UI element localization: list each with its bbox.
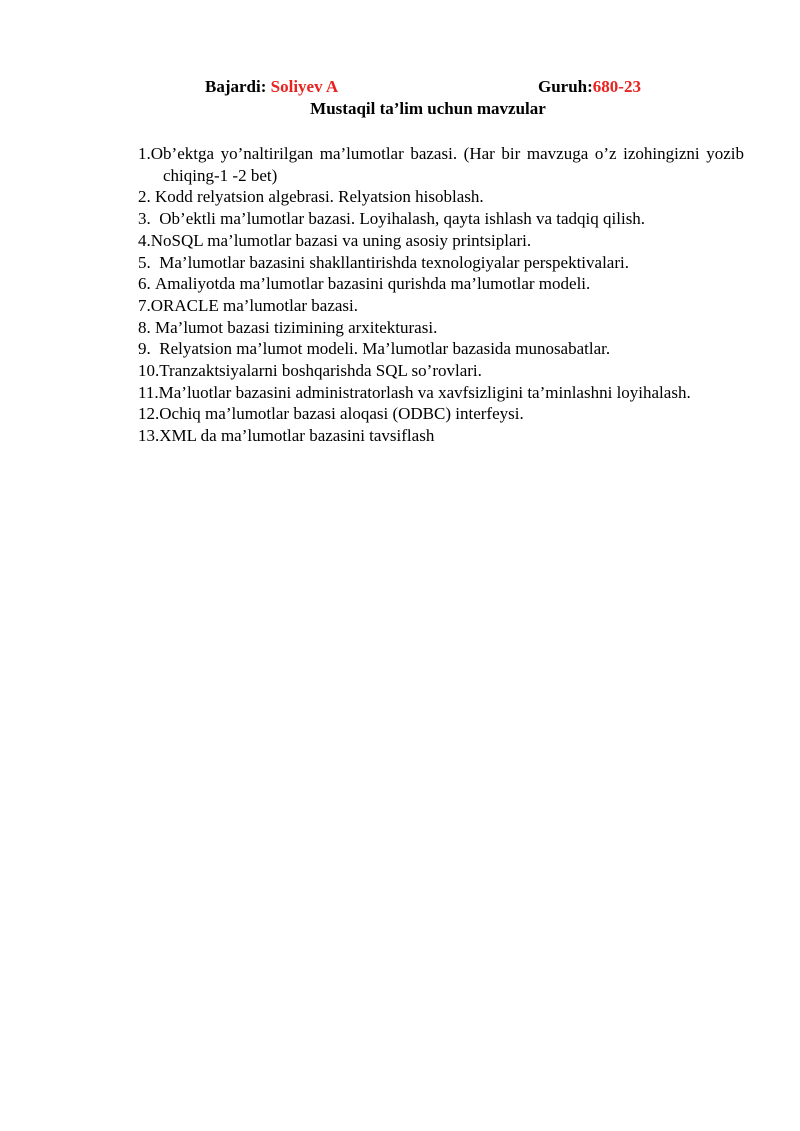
group-label: Guruh:: [538, 77, 593, 96]
list-item: [138, 382, 744, 404]
list-item: [138, 295, 744, 317]
list-item: [138, 252, 744, 274]
list-item-text: XML da ma’lumotlar bazasini tavsiflash: [159, 426, 435, 446]
list-item-text: Ma’luotlar bazasini administratorlash va xavfsizligini ta’minlashni loyihalash.: [158, 382, 691, 402]
list-item: [138, 186, 744, 208]
list-item: [138, 208, 744, 230]
list-item-number: 10.: [138, 361, 160, 381]
list-item: [138, 425, 744, 447]
list-item-number: 5.: [138, 252, 160, 272]
list-item-number: 11.: [138, 382, 159, 402]
list-item-text: Ob’ektli ma’lumotlar bazasi. Loyihalash, qayta ishlash va tadqiq qilish.: [159, 209, 646, 229]
list-item-text: Relyatsion ma’lumot modeli. Ma’lumotlar bazasida munosabatlar.: [159, 339, 611, 359]
list-item-number: 12.: [138, 404, 160, 424]
author-name: Soliyev A: [270, 77, 339, 96]
author-field: [205, 77, 338, 97]
list-item-number: 13.: [138, 426, 160, 446]
list-item: [138, 360, 744, 382]
topic-list: [138, 143, 744, 447]
author-label: Bajardi:: [205, 77, 267, 96]
list-item: [138, 338, 744, 360]
list-item-number: 9.: [138, 339, 160, 359]
list-item-number: 7.: [138, 295, 151, 315]
list-item-number: 2.: [138, 187, 155, 207]
header-line: [0, 77, 800, 99]
list-item-text: Tranzaktsiyalarni boshqarishda SQL so’rovlari.: [159, 361, 482, 381]
list-item-text: Ob’ektga yo’naltirilgan ma’lumotlar bazasi. (Har bir mavzuga o’z izohingizni yozib chiqing-1 -2 bet): [150, 144, 744, 185]
page-title: Mustaqil ta’lim uchun mavzular: [310, 99, 546, 118]
list-item-text: NoSQL ma’lumotlar bazasi va uning asosiy printsiplari.: [150, 230, 532, 250]
list-item: [138, 230, 744, 252]
list-item-number: 3.: [138, 209, 160, 229]
list-item-number: 4.: [138, 230, 151, 250]
list-item-number: 1.: [138, 144, 151, 163]
list-item-text: Kodd relyatsion algebrasi. Relyatsion hisoblash.: [155, 187, 484, 207]
list-item: [138, 403, 744, 425]
list-item: [138, 317, 744, 339]
list-item-text: ORACLE ma’lumotlar bazasi.: [150, 295, 359, 315]
list-item-number: 6.: [138, 274, 155, 294]
list-item-text: Ochiq ma’lumotlar bazasi aloqasi (ODBC) interfeysi.: [159, 404, 524, 424]
group-field: [538, 77, 641, 97]
list-item: [138, 273, 744, 295]
group-number: 680-23: [592, 77, 641, 96]
list-item-text: Ma’lumotlar bazasini shakllantirishda texnologiyalar perspektivalari.: [159, 252, 629, 272]
list-item-text: Ma’lumot bazasi tizimining arxitekturasi.: [155, 317, 438, 337]
list-item-number: 8.: [138, 317, 155, 337]
list-item-text: Amaliyotda ma’lumotlar bazasini qurishda ma’lumotlar modeli.: [155, 274, 591, 294]
list-item: [138, 143, 744, 186]
